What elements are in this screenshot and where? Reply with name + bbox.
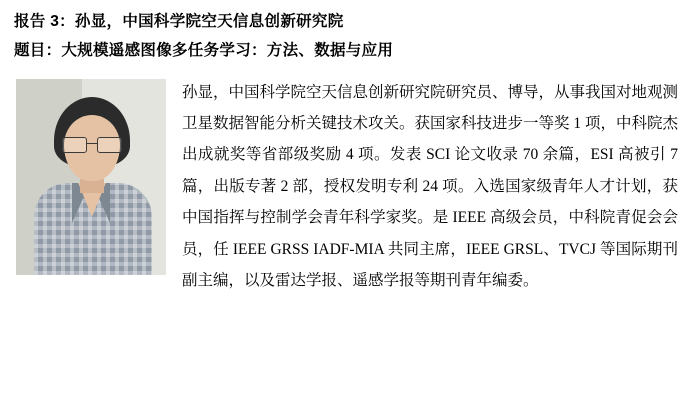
report-heading: 报告 3：孙显，中国科学院空天信息创新研究院 xyxy=(14,13,344,30)
glasses-icon xyxy=(62,137,122,152)
glasses-lens-right xyxy=(97,137,122,153)
speaker-bio-section xyxy=(14,77,678,297)
topic-heading: 题目：大规模遥感图像多任务学习：方法、数据与应用 xyxy=(14,42,394,60)
speaker-bio-text: 孙显，中国科学院空天信息创新研究院研究员、博导，从事我国对地观测卫星数据智能分析关键技术攻关。获国家科技进步一等奖 1 项，中科院杰出成就奖等省部级奖励 4 项。发表 SCI 论文收录 70 余篇，ESI 高被引 7 篇，出版专著 2 部，授权发明专利 24 项。入选国家级青年人才计划，获中国指挥与控制学会青年科学家奖。是 IEEE 高级会员，中科院青促会会员，任 IEEE GRSS IADF-MIA 共同主席，IEEE GRSL、TVCJ 等国际期刊副主编，以及雷达学报、遥感学报等期刊青年编委。 xyxy=(182,83,679,290)
glasses-lens-left xyxy=(62,137,87,153)
speaker-portrait-image xyxy=(16,79,166,275)
